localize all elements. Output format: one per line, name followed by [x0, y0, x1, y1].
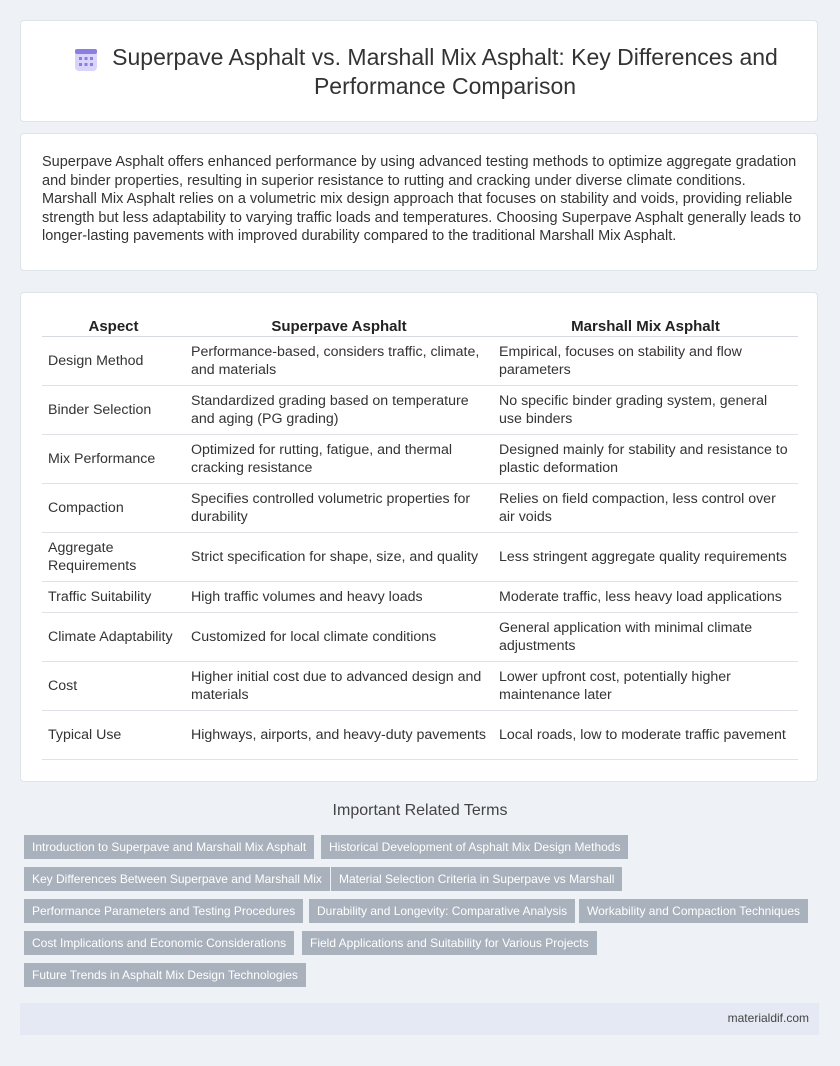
superpave-cell: Highways, airports, and heavy-duty pavements — [185, 711, 493, 760]
superpave-cell: Higher initial cost due to advanced design and materials — [185, 662, 493, 711]
aspect-cell: Compaction — [42, 484, 185, 533]
superpave-cell: Performance-based, considers traffic, climate, and materials — [185, 337, 493, 386]
marshall-cell: General application with minimal climate adjustments — [493, 613, 798, 662]
marshall-cell: Relies on field compaction, less control over air voids — [493, 484, 798, 533]
superpave-cell: Optimized for rutting, fatigue, and thermal cracking resistance — [185, 435, 493, 484]
table-row — [42, 533, 798, 582]
table-row — [42, 613, 798, 662]
header-card — [20, 20, 818, 122]
intro-paragraph: Superpave Asphalt offers enhanced performance by using advanced testing methods to optimize aggregate gradation and binder properties, resulting in superior resistance to rutting and cracking under diverse climate conditions. Marshall Mix Asphalt relies on a volumetric mix design approach that focuses on stability and voids, providing reliable strength but less adaptability to varying traffic loads and temperatures. Choosing Superpave Asphalt generally leads to longer-lasting pavements with improved durability compared to the traditional Marshall Mix Asphalt. — [42, 154, 802, 244]
column-header-superpave: Superpave Asphalt — [185, 316, 493, 337]
intro-card — [20, 133, 818, 271]
marshall-cell: Moderate traffic, less heavy load applications — [493, 582, 798, 613]
superpave-cell: Standardized grading based on temperature and aging (PG grading) — [185, 386, 493, 435]
table-row — [42, 386, 798, 435]
table-row — [42, 337, 798, 386]
aspect-cell: Aggregate Requirements — [42, 533, 185, 582]
marshall-cell: No specific binder grading system, general use binders — [493, 386, 798, 435]
aspect-cell: Binder Selection — [42, 386, 185, 435]
aspect-cell: Design Method — [42, 337, 185, 386]
table-header-row — [42, 316, 798, 337]
related-term-tag[interactable]: Cost Implications and Economic Considerations — [24, 931, 294, 955]
aspect-cell: Mix Performance — [42, 435, 185, 484]
related-term-tag[interactable]: Performance Parameters and Testing Procedures — [24, 899, 303, 923]
table-row — [42, 711, 798, 760]
column-header-marshall: Marshall Mix Asphalt — [493, 316, 798, 337]
superpave-cell: High traffic volumes and heavy loads — [185, 582, 493, 613]
related-term-tag[interactable]: Workability and Compaction Techniques — [579, 899, 808, 923]
related-term-tag[interactable]: Durability and Longevity: Comparative Analysis — [309, 899, 575, 923]
related-term-tag[interactable]: Material Selection Criteria in Superpave vs Marshall — [331, 867, 622, 891]
marshall-cell: Empirical, focuses on stability and flow parameters — [493, 337, 798, 386]
table-row — [42, 435, 798, 484]
marshall-cell: Lower upfront cost, potentially higher maintenance later — [493, 662, 798, 711]
footer-site-link[interactable]: materialdif.com — [727, 1011, 809, 1025]
aspect-cell: Typical Use — [42, 711, 185, 760]
comparison-table-card — [20, 292, 818, 782]
superpave-cell: Specifies controlled volumetric properties for durability — [185, 484, 493, 533]
related-term-tag[interactable]: Key Differences Between Superpave and Marshall Mix — [24, 867, 330, 891]
related-term-tag[interactable]: Historical Development of Asphalt Mix Design Methods — [321, 835, 628, 859]
superpave-cell: Customized for local climate conditions — [185, 613, 493, 662]
footer — [20, 1003, 819, 1035]
marshall-cell: Local roads, low to moderate traffic pavement — [493, 711, 798, 760]
column-header-aspect: Aspect — [42, 316, 185, 337]
table-row — [42, 582, 798, 613]
related-terms-title: Important Related Terms — [332, 802, 508, 819]
table-row — [42, 484, 798, 533]
marshall-cell: Less stringent aggregate quality requirements — [493, 533, 798, 582]
marshall-cell: Designed mainly for stability and resistance to plastic deformation — [493, 435, 798, 484]
comparison-table — [42, 316, 798, 760]
aspect-cell: Climate Adaptability — [42, 613, 185, 662]
aspect-cell: Cost — [42, 662, 185, 711]
related-term-tag[interactable]: Future Trends in Asphalt Mix Design Technologies — [24, 963, 306, 987]
table-row — [42, 662, 798, 711]
superpave-cell: Strict specification for shape, size, and quality — [185, 533, 493, 582]
related-term-tag[interactable]: Introduction to Superpave and Marshall Mix Asphalt — [24, 835, 314, 859]
related-term-tag[interactable]: Field Applications and Suitability for Various Projects — [302, 931, 597, 955]
page-title: Superpave Asphalt vs. Marshall Mix Asphalt: Key Differences and Performance Comparison — [112, 44, 778, 99]
aspect-cell: Traffic Suitability — [42, 582, 185, 613]
